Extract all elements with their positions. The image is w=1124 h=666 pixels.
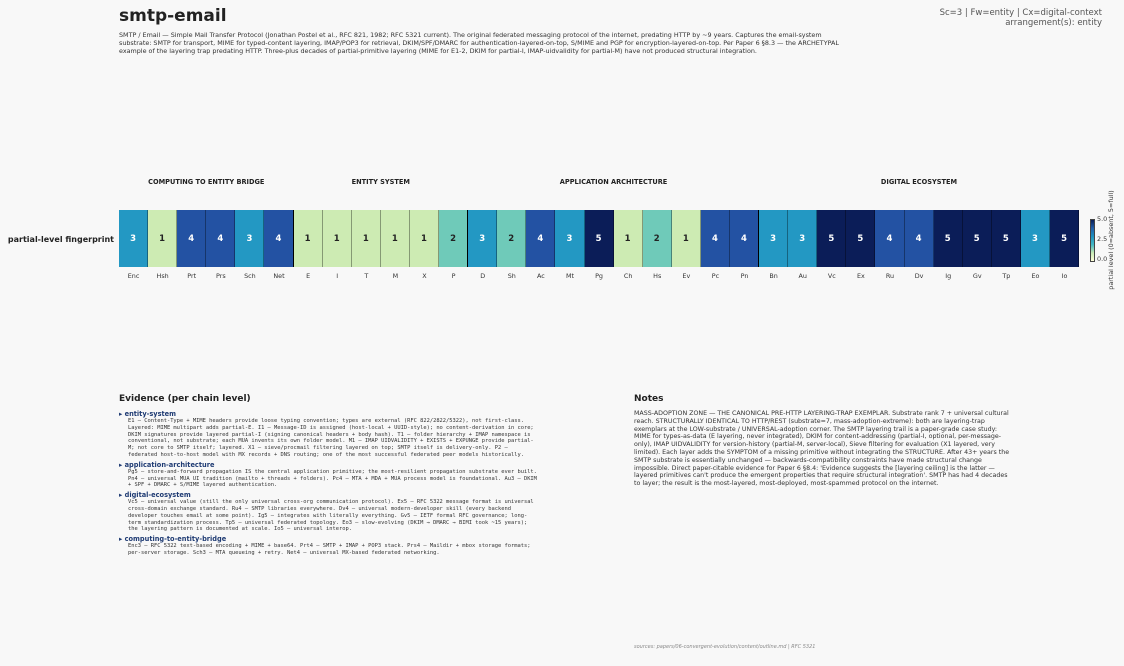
heatmap-cell: 1	[148, 210, 177, 267]
heatmap	[119, 210, 1079, 267]
evidence-heading: ▸ computing-to-entity-bridge	[119, 535, 227, 544]
heatmap-x-tick: Bn	[769, 272, 778, 280]
notes-title: Notes	[634, 394, 664, 404]
heatmap-cell: 5	[934, 210, 963, 267]
heatmap-cell: 1	[614, 210, 643, 267]
heatmap-x-tick: Hs	[653, 272, 662, 280]
heatmap-x-tick: M	[392, 272, 399, 280]
heatmap-group-label: DIGITAL ECOSYSTEM	[880, 178, 958, 186]
heatmap-cell: 5	[817, 210, 846, 267]
heatmap-cell: 3	[555, 210, 584, 267]
heatmap-x-tick: Sh	[507, 272, 516, 280]
heatmap-cell: 2	[643, 210, 672, 267]
evidence-list	[119, 408, 539, 558]
heatmap-x-tick: Ac	[536, 272, 545, 280]
heatmap-cell: 5	[992, 210, 1021, 267]
heatmap-cell: 2	[439, 210, 468, 267]
evidence-heading: ▸ entity-system	[119, 410, 177, 418]
page-title: smtp-email	[119, 6, 227, 26]
heatmap-cell: 4	[177, 210, 206, 267]
heatmap-cell: 4	[905, 210, 934, 267]
meta-scores: Sc=3 | Fw=entity | Cx=digital-context	[939, 8, 1102, 18]
heatmap-x-tick: Ru	[885, 272, 895, 280]
heatmap-x-tick: I	[336, 272, 339, 280]
heatmap-x-tick: P	[451, 272, 456, 280]
heatmap-x-tick: Ex	[856, 272, 865, 280]
heatmap-x-tick: Prt	[187, 272, 197, 280]
heatmap-cell: 5	[585, 210, 614, 267]
heatmap-x-tick: Tp	[1002, 272, 1011, 280]
heatmap-cell: 1	[294, 210, 323, 267]
heatmap-x-tick: Mt	[565, 272, 574, 280]
evidence-text: Vc5 — universal value (still the only universal cross-org communication protocol). Ex5 — RFC 5322 message format is universal cross-domain exchange standard. Ru4 — SMTP libraries everywhere. Dv4 — universal modern-developer skill (every backend developer touches email at some point). Ig5 — integrates with literally everything. Gv5 — IETF formal RFC governance; long-term standardization process. Tp5 — universal federated topology. Eo3 — slow-evolving (DKIM → DMARC → BIMI took ~15 years); the layering pattern is documented at scale. Io5 — universal interop.	[128, 499, 534, 533]
heatmap-cell: 5	[846, 210, 875, 267]
evidence-title: Evidence (per chain level)	[119, 394, 251, 404]
sources-note: sources: papers/06-convergent-evolution/content/outline.md | RFC 5321	[634, 644, 816, 650]
heatmap-x-tick: Au	[798, 272, 807, 280]
colorbar-label: partial level (0=absent, 5=full)	[1107, 190, 1115, 290]
colorbar-tick: 0.0	[1097, 255, 1108, 263]
meta-arrangement: arrangement(s): entity	[1005, 18, 1102, 28]
heatmap-group-label: ENTITY SYSTEM	[351, 178, 411, 186]
heatmap-cell: 1	[323, 210, 352, 267]
heatmap-x-tick: Gv	[972, 272, 982, 280]
evidence-text: Pg5 — store-and-forward propagation IS the central application primitive; the most-resilient propagation substrate ever built. Pn4 — universal MUA UI tradition (mailto + threads + folders). Pc4 — MTA + MDA + MUA process model is foundational. Au3 — DKIM + SPF + DMARC + S/MIME layered authentication.	[128, 468, 537, 489]
heatmap-x-tick: Dv	[914, 272, 924, 280]
heatmap-cell: 4	[730, 210, 759, 267]
heatmap-row-label: partial-level fingerprint	[7, 235, 114, 244]
heatmap-x-tick: E	[306, 272, 311, 280]
heatmap-x-tick: Net	[273, 272, 285, 280]
heatmap-cell: 1	[672, 210, 701, 267]
heatmap-x-tick: Enc	[127, 272, 140, 280]
heatmap-cell: 3	[235, 210, 264, 267]
colorbar-tick: 2.5	[1097, 235, 1108, 243]
evidence-text: E1 — Content-Type + MIME headers provide loose typing convention; types are external (RFC 822/2822/5322), not first-class. Layered: MIME multipart adds partial-E. I1 — Message-ID is assigned (host-local + UUID-style); no content-derivation in core; DKIM signatures provide layered partial-I (signing canonical headers + body hash). T1 — folder hierarchy + IMAP namespace is conventional, not substrate; each MUA invents its own folder model. M1 — IMAP UIDVALIDITY + EXISTS + EXPUNGE provide partial-M; not core to SMTP itself; layered. X1 — sieve/procmail filtering layered on top; SMTP itself is delivery-only. P2 — federated host-to-host model with MX records + DNS routing; one of the most successful federated peer models historically.	[128, 418, 534, 458]
heatmap-cell: 5	[1050, 210, 1079, 267]
heatmap-x-tick: Ev	[682, 272, 691, 280]
evidence-text: Enc3 — RFC 5322 text-based encoding + MIME + base64. Prt4 — SMTP + IMAP + POP3 stack. Prs4 — Maildir + mbox storage formats; per-server storage. Sch3 — MTA queueing + retry. Net4 — universal MX-based federated networking.	[128, 543, 531, 556]
page-description: SMTP / Email — Simple Mail Transfer Protocol (Jonathan Postel et al., RFC 821, 1982; RFC 5321 current). The original federated messaging protocol of the internet, predating HTTP by ~9 years. Captures the email-system substrate: SMTP for transport, MIME for typed-content layering, IMAP/POP3 for retrieval, DKIM/SPF/DMARC for authentication-layered-on-top, S/MIME and PGP for encryption-layered-on-top. Per Paper 6 §8.3 — the ARCHETYPAL example of the layering trap predating HTTP. Three-plus decades of partial-primitive layering (MIME for E1-2, DKIM for partial-I, IMAP-uidvalidity for partial-M) have not produced structural integration.	[119, 31, 839, 55]
heatmap-cell: 5	[963, 210, 992, 267]
heatmap-x-tick: Pg	[595, 272, 603, 280]
meta-info	[940, 8, 1102, 28]
heatmap-x-tick: T	[364, 272, 369, 280]
heatmap-cell: 1	[381, 210, 410, 267]
colorbar	[1090, 219, 1095, 262]
heatmap-x-tick: Pn	[740, 272, 749, 280]
heatmap-x-tick: Hsh	[156, 272, 169, 280]
heatmap-cell: 3	[759, 210, 788, 267]
heatmap-x-tick: Vc	[827, 272, 836, 280]
heatmap-x-tick: Io	[1061, 272, 1068, 280]
heatmap-cell: 1	[352, 210, 381, 267]
heatmap-x-tick: Ig	[945, 272, 952, 280]
notes-body: MASS-ADOPTION ZONE — THE CANONICAL PRE-HTTP LAYERING-TRAP EXEMPLAR. Substrate rank 7 + universal cultural reach. STRUCTURALLY IDENTICAL TO HTTP/REST (substrate=7, mass-adoption-extreme): both are layering-trap exemplars at the LOW-substrate / UNIVERSAL-adoption corner. The SMTP layering trail is a paper-grade case study: MIME for types-as-data (E layering, never integrated), DKIM for content-addressing (partial-I, optional, per-message-only), IMAP UIDVALIDITY for version-history (partial-M, server-local), Sieve filtering for evaluation (X1 layered, very limited). Each layer adds the SYMPTOM of a missing primitive without integrating the STRUCTURE. After 43+ years the SMTP substrate is essentially unchanged — backwards-compatibility constraints have made structural change impossible. Direct paper-citable evidence for Paper 6 §8.4: 'Evidence suggests the [layering ceiling] is the latter — layered primitives can't produce the emergent properties that require structural integration'. SMTP has had 4 decades to layer; the result is the most-layered, most-deployed, most-spammed protocol on the internet.	[634, 410, 1010, 488]
evidence-heading: ▸ application-architecture	[119, 460, 215, 469]
heatmap-cell: 4	[875, 210, 904, 267]
heatmap-x-tick: Pc	[711, 272, 720, 280]
heatmap-x-tick: X	[422, 272, 427, 280]
heatmap-group-label: APPLICATION ARCHITECTURE	[559, 178, 668, 186]
heatmap-x-ticks	[119, 272, 1079, 280]
heatmap-x-tick: D	[480, 272, 486, 280]
heatmap-cell: 3	[788, 210, 817, 267]
heatmap-group-label: COMPUTING TO ENTITY BRIDGE	[148, 178, 265, 186]
heatmap-cell: 4	[206, 210, 235, 267]
heatmap-x-tick: Prs	[215, 272, 226, 280]
heatmap-cell: 3	[119, 210, 148, 267]
heatmap-cell: 4	[701, 210, 730, 267]
heatmap-cell: 1	[410, 210, 439, 267]
colorbar-tick: 5.0	[1097, 215, 1108, 223]
evidence-heading: ▸ digital-ecosystem	[119, 491, 191, 500]
heatmap-cell: 2	[497, 210, 526, 267]
heatmap-cell: 3	[468, 210, 497, 267]
heatmap-x-tick: Sch	[244, 272, 256, 280]
heatmap-x-tick: Ch	[623, 272, 633, 280]
heatmap-x-tick: Eo	[1031, 272, 1040, 280]
heatmap-cell: 3	[1021, 210, 1050, 267]
heatmap-cell: 4	[264, 210, 293, 267]
heatmap-cell: 4	[526, 210, 555, 267]
